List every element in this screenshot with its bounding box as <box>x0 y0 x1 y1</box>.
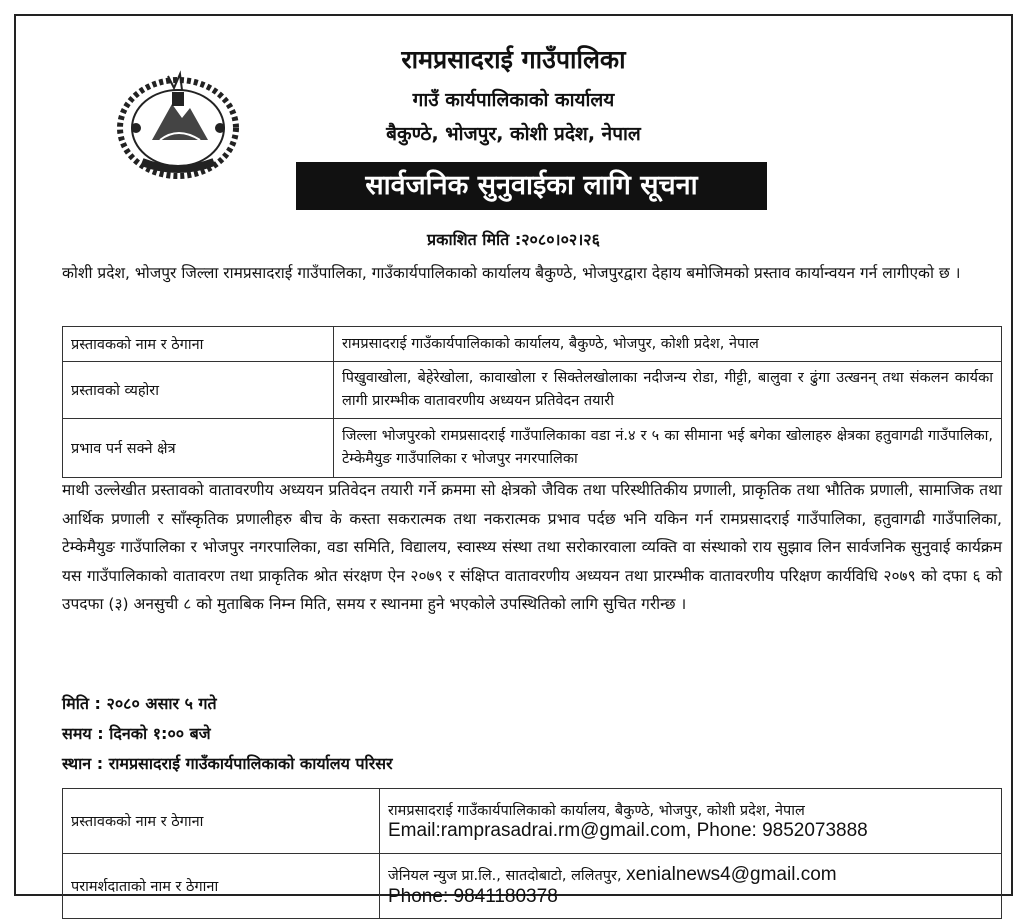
row-label: प्रस्तावको व्यहोरा <box>63 362 334 419</box>
table-row <box>63 362 1002 419</box>
contact-table <box>62 788 1002 919</box>
proposer-cell <box>380 789 1002 854</box>
row-value: जिल्ला भोजपुरको रामप्रसादराई गाउँपालिकाका वडा नं.४ र ५ का सीमाना भई बगेका खोलाहरु क्षेत्रका हतुवागढी गाउँपालिका, टेम्केमैयुङ गाउँपालिका र भोजपुर नगरपालिका <box>334 419 1002 478</box>
consultant-label: परामर्शदाताको नाम र ठेगाना <box>63 854 380 919</box>
body-text: माथी उल्लेखीत प्रस्तावको वातावरणीय अध्ययन प्रतिवेदन तयारी गर्ने क्रममा सो क्षेत्रको जैविक तथा परिस्थीतिकीय प्रणाली, प्राकृतिक तथा भौतिक प्रणाली, सामाजिक तथा आर्थिक प्रणाली र साँस्कृतिक प्रणालीहरु बीच के कस्ता सकरात्मक तथा नकरात्मक प्रभाव पर्दछ भनि यकिन गर्न रामप्रसादराई गाउँपालिका, हतुवागढी गाउँपालिका, टेम्केमैयुङ गाउँपालिका र भोजपुर नगरपालिका, वडा समिति, विद्यालय, स्वास्थ्य संस्था तथा सरोकारवाला व्यक्ति वा संस्थाको राय सुझाव लिन सार्वजनिक सुनुवाई कार्यक्रम यस गाउँपालिकाको वातावरण तथा प्राकृतिक श्रोत संरक्षण ऐन २०७९ र संक्षिप्त वातावरणीय अध्ययन तथा प्रारम्भीक वातावरणीय परिक्षण कार्यविधि २०७९ को दफा ६ को उपदफा (३) अनसुची ८ को मुताबिक निम्न मिति, समय र स्थानमा हुने भएकोले उपस्थितिको लागि सुचित गरीन्छ । <box>62 481 1002 613</box>
intro-text: कोशी प्रदेश, भोजपुर जिल्ला रामप्रसादराई गाउँपालिका, गाउँकार्यपालिकाको कार्यालय बैकुण्ठे, भोजपुरद्वारा देहाय बमोजिमको प्रस्ताव कार्यान्वयन गर्न लागीएको छ । <box>62 264 961 282</box>
table-row <box>63 419 1002 478</box>
consultant-email: xenialnews4@gmail.com <box>626 864 837 885</box>
proposer-label: प्रस्तावकको नाम र ठेगाना <box>63 789 380 854</box>
org-name: रामप्रसादराई गाउँपालिका <box>401 45 626 74</box>
consultant-address: जेनियल न्युज प्रा.लि., सातदोबाटो, ललितपुर, <box>388 868 622 884</box>
published-date: प्रकाशित मिति :२०८०।०२।२६ <box>427 230 600 249</box>
office-address: बैकुण्ठे, भोजपुर, कोशी प्रदेश, नेपाल <box>386 123 641 145</box>
row-value: रामप्रसादराई गाउँकार्यपालिकाको कार्यालय, बैकुण्ठे, भोजपुर, कोशी प्रदेश, नेपाल <box>334 327 1002 362</box>
proposer-address: रामप्रसादराई गाउँकार्यपालिकाको कार्यालय, बैकुण्ठे, भोजपुर, कोशी प्रदेश, नेपाल <box>388 803 805 819</box>
row-label: प्रस्तावकको नाम र ठेगाना <box>63 327 334 362</box>
notice-title: सार्वजनिक सुनुवाईका लागि सूचना <box>296 162 767 210</box>
event-place: स्थान : रामप्रसादराई गाउँकार्यपालिकाको कार्यालय परिसर <box>62 754 393 773</box>
consultant-phone: Phone: 9841180378 <box>388 886 558 907</box>
proposer-contact: Email:ramprasadrai.rm@gmail.com, Phone: 9852073888 <box>388 820 868 841</box>
row-value: पिखुवाखोला, बेहेरेखोला, कावाखोला र सिक्तेलखोलाका नदीजन्य रोडा, गीट्टी, बालुवा र ढुंगा उत्खनन् तथा संकलन कार्यका लागी प्रारम्भीक वातावरणीय अध्ययन प्रतिवेदन तयारी <box>334 362 1002 419</box>
event-time: समय : दिनको १:०० बजे <box>62 724 211 743</box>
row-label: प्रभाव पर्न सक्ने क्षेत्र <box>63 419 334 478</box>
event-date: मिति : २०८० असार ५ गते <box>62 694 217 713</box>
table-row <box>63 789 1002 854</box>
proposal-table <box>62 326 1002 478</box>
notice-frame <box>14 14 1013 907</box>
table-row <box>63 854 1002 919</box>
consultant-cell <box>380 854 1002 919</box>
table-row <box>63 327 1002 362</box>
office-name: गाउँ कार्यपालिकाको कार्यालय <box>412 89 615 111</box>
